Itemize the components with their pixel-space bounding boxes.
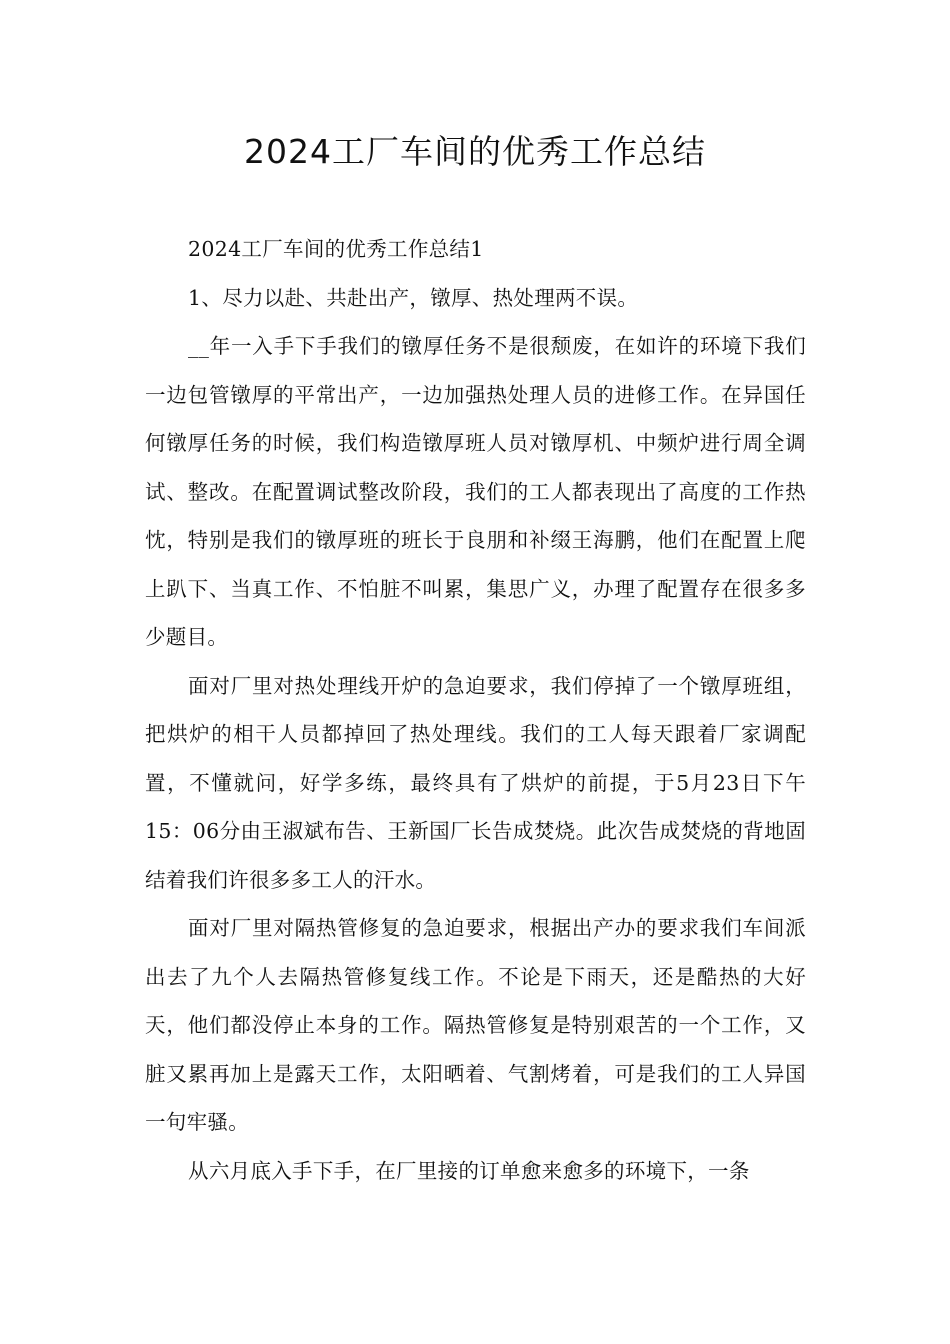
body-paragraph: 面对厂里对隔热管修复的急迫要求，根据出产办的要求我们车间派出去了九个人去隔热管修复线工作。不论是下雨天，还是酷热的大好天，他们都没停止本身的工作。隔热管修复是特别艰苦的一个工作，又脏又累再加上是露天工作，太阳晒着、气割烤着，可是我们的工人异国一句牢骚。 (145, 916, 806, 1134)
document-body (145, 225, 806, 1195)
document-title: 2024工厂车间的优秀工作总结 (244, 132, 706, 171)
item-heading: 1、尽力以赴、共赴出产，镦厚、热处理两不误。 (188, 285, 639, 310)
body-paragraph: __年一入手下手我们的镦厚任务不是很颓废，在如许的环境下我们一边包管镦厚的平常出产，一边加强热处理人员的进修工作。在异国任何镦厚任务的时候，我们构造镦厚班人员对镦厚机、中频炉进行周全调试、整改。在配置调试整改阶段，我们的工人都表现出了高度的工作热忱，特别是我们的镦厚班的班长于良朋和补缀王海鹏，他们在配置上爬上趴下、当真工作、不怕脏不叫累，集思广义，办理了配置存在很多多少题目。 (145, 334, 806, 649)
body-paragraph: 从六月底入手下手，在厂里接的订单愈来愈多的环境下，一条 (188, 1158, 750, 1183)
body-paragraph: 面对厂里对热处理线开炉的急迫要求，我们停掉了一个镦厚班组，把烘炉的相干人员都掉回了热处理线。我们的工人每天跟着厂家调配置，不懂就问，好学多练，最终具有了烘炉的前提，于5月23日下午15：06分由王淑斌布告、王新国厂长告成焚烧。此次告成焚烧的背地固结着我们许很多多工人的汗水。 (145, 673, 806, 892)
section-heading: 2024工厂车间的优秀工作总结1 (188, 237, 484, 261)
